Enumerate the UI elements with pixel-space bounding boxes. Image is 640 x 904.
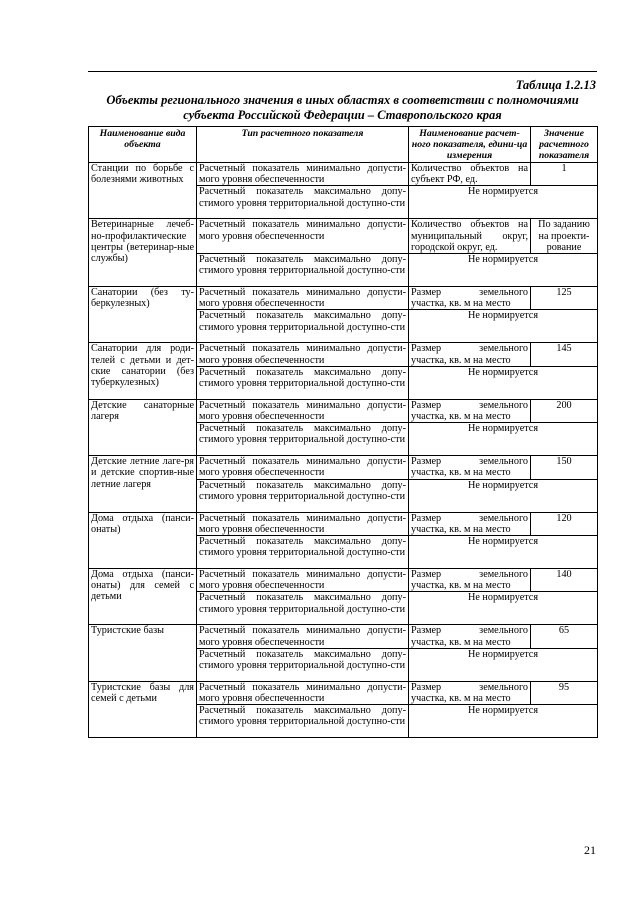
- not-normalized-cell: Не нормируется: [409, 366, 598, 399]
- indicator-name-cell: Количество объектов на муниципальный округ, городской округ, ед.: [409, 219, 531, 254]
- not-normalized-cell: Не нормируется: [409, 592, 598, 625]
- table-row-min: [89, 219, 598, 254]
- indicator-value-cell: 145: [531, 343, 598, 366]
- header-object-type: Наименование вида объекта: [89, 127, 197, 163]
- min-indicator-cell: Расчетный показатель минимально допусти-мого уровня обеспеченности: [197, 343, 409, 366]
- indicator-name-cell: Размер земельного участка, кв. м на место: [409, 569, 531, 592]
- table-row-min: [89, 287, 598, 310]
- indicator-name-cell: Размер земельного участка, кв. м на место: [409, 287, 531, 310]
- indicator-name-cell: Размер земельного участка, кв. м на место: [409, 456, 531, 479]
- indicator-name-cell: Размер земельного участка, кв. м на место: [409, 681, 531, 704]
- table-row-min: [89, 343, 598, 366]
- object-type-cell: Санатории для роди-телей с детьми и дет-ские санатории (без туберкулезных): [89, 343, 197, 399]
- min-indicator-cell: Расчетный показатель минимально допусти-мого уровня обеспеченности: [197, 569, 409, 592]
- min-indicator-cell: Расчетный показатель минимально допусти-мого уровня обеспеченности: [197, 681, 409, 704]
- table-row-min: [89, 456, 598, 479]
- top-rule: [88, 71, 597, 72]
- table-header-row: [89, 127, 598, 163]
- indicator-name-cell: Размер земельного участка, кв. м на место: [409, 399, 531, 422]
- object-type-cell: Станции по борьбе с болезнями животных: [89, 163, 197, 219]
- indicator-value-cell: 150: [531, 456, 598, 479]
- max-indicator-cell: Расчетный показатель максимально допу-стимого уровня территориальной доступно-сти: [197, 479, 409, 512]
- header-value: Значение расчетного показателя: [531, 127, 598, 163]
- min-indicator-cell: Расчетный показатель минимально допусти-мого уровня обеспеченности: [197, 163, 409, 186]
- not-normalized-cell: Не нормируется: [409, 254, 598, 287]
- object-type-cell: Туристские базы: [89, 625, 197, 681]
- max-indicator-cell: Расчетный показатель максимально допу-стимого уровня территориальной доступно-сти: [197, 254, 409, 287]
- max-indicator-cell: Расчетный показатель максимально допу-стимого уровня территориальной доступно-сти: [197, 366, 409, 399]
- object-type-cell: Детские санаторные лагеря: [89, 399, 197, 455]
- object-type-cell: Дома отдыха (панси-онаты): [89, 512, 197, 568]
- indicator-value-cell: 140: [531, 569, 598, 592]
- table-row-min: [89, 163, 598, 186]
- not-normalized-cell: Не нормируется: [409, 536, 598, 569]
- indicator-value-cell: 200: [531, 399, 598, 422]
- indicator-value-cell: 95: [531, 681, 598, 704]
- max-indicator-cell: Расчетный показатель максимально допу-стимого уровня территориальной доступно-сти: [197, 592, 409, 625]
- max-indicator-cell: Расчетный показатель максимально допу-стимого уровня территориальной доступно-сти: [197, 705, 409, 738]
- indicator-value-cell: 120: [531, 512, 598, 535]
- min-indicator-cell: Расчетный показатель минимально допусти-мого уровня обеспеченности: [197, 287, 409, 310]
- not-normalized-cell: Не нормируется: [409, 423, 598, 456]
- not-normalized-cell: Не нормируется: [409, 310, 598, 343]
- object-type-cell: Дома отдыха (панси-онаты) для семей с детьми: [89, 569, 197, 625]
- table-row-min: [89, 625, 598, 648]
- table-row-min: [89, 399, 598, 422]
- max-indicator-cell: Расчетный показатель максимально допу-стимого уровня территориальной доступно-сти: [197, 423, 409, 456]
- table-number: Таблица 1.2.13: [515, 78, 596, 92]
- page-number: 21: [584, 843, 596, 857]
- max-indicator-cell: Расчетный показатель максимально допу-стимого уровня территориальной доступно-сти: [197, 310, 409, 343]
- indicators-table: [88, 126, 598, 738]
- min-indicator-cell: Расчетный показатель минимально допусти-мого уровня обеспеченности: [197, 219, 409, 254]
- indicator-value-cell: 1: [531, 163, 598, 186]
- table-title: [88, 93, 597, 122]
- indicator-name-cell: Размер земельного участка, кв. м на место: [409, 625, 531, 648]
- object-type-cell: Ветеринарные лечеб-но-профилактические центры (ветеринар-ные службы): [89, 219, 197, 287]
- not-normalized-cell: Не нормируется: [409, 186, 598, 219]
- indicator-name-cell: Размер земельного участка, кв. м на место: [409, 512, 531, 535]
- not-normalized-cell: Не нормируется: [409, 648, 598, 681]
- min-indicator-cell: Расчетный показатель минимально допусти-мого уровня обеспеченности: [197, 625, 409, 648]
- table-row-min: [89, 569, 598, 592]
- min-indicator-cell: Расчетный показатель минимально допусти-мого уровня обеспеченности: [197, 456, 409, 479]
- indicator-value-cell: 125: [531, 287, 598, 310]
- object-type-cell: Санатории (без ту-беркулезных): [89, 287, 197, 343]
- table-row-min: [89, 681, 598, 704]
- table-title-line-2: субъекта Российской Федерации – Ставропольского края: [183, 107, 502, 122]
- min-indicator-cell: Расчетный показатель минимально допусти-мого уровня обеспеченности: [197, 512, 409, 535]
- header-indicator-name: Наименование расчет-ного показателя, едини-ца измерения: [409, 127, 531, 163]
- header-indicator-type: Тип расчетного показателя: [197, 127, 409, 163]
- object-type-cell: Туристские базы для семей с детьми: [89, 681, 197, 737]
- object-type-cell: Детские летние лаге-ря и детские спортив-ные летние лагеря: [89, 456, 197, 512]
- indicator-value-cell: По заданию на проекти-рование: [531, 219, 598, 254]
- max-indicator-cell: Расчетный показатель максимально допу-стимого уровня территориальной доступно-сти: [197, 648, 409, 681]
- table-title-line-1: Объекты регионального значения в иных областях в соответствии с полномочиями: [106, 93, 579, 107]
- table-row-min: [89, 512, 598, 535]
- not-normalized-cell: Не нормируется: [409, 479, 598, 512]
- indicator-value-cell: 65: [531, 625, 598, 648]
- max-indicator-cell: Расчетный показатель максимально допу-стимого уровня территориальной доступно-сти: [197, 536, 409, 569]
- not-normalized-cell: Не нормируется: [409, 705, 598, 738]
- max-indicator-cell: Расчетный показатель максимально допу-стимого уровня территориальной доступно-сти: [197, 186, 409, 219]
- indicator-name-cell: Размер земельного участка, кв. м на место: [409, 343, 531, 366]
- min-indicator-cell: Расчетный показатель минимально допусти-мого уровня обеспеченности: [197, 399, 409, 422]
- indicator-name-cell: Количество объектов на субъект РФ, ед.: [409, 163, 531, 186]
